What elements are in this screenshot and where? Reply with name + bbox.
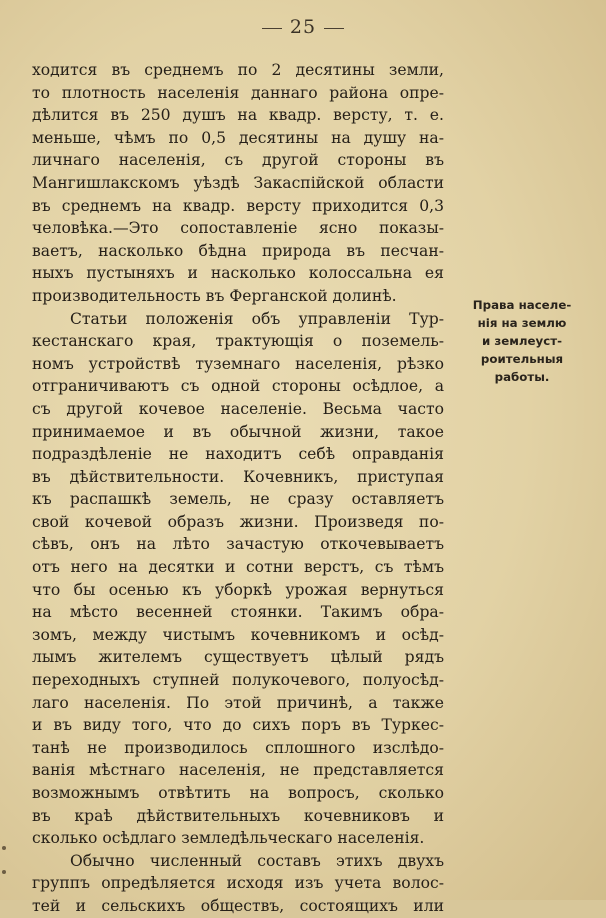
text-line: личнаго населенія, съ другой стороны въ <box>32 151 444 170</box>
text-line: танѣ не производилось сплошного изслѣдо- <box>32 738 444 757</box>
text-line: номъ устройствѣ туземнаго населенія, рѣзко <box>32 354 444 373</box>
text-line: возможнымъ отвѣтить на вопросъ, сколько <box>32 784 444 802</box>
text-line: и въ виду того, что до сихъ поръ въ Туркес- <box>32 716 444 735</box>
binding-hole-mark <box>2 846 6 850</box>
page-number <box>0 16 606 38</box>
text-line: зомъ, между чистымъ кочевникомъ и осѣд- <box>32 625 444 644</box>
text-line: ходится въ среднемъ по 2 десятины земли, <box>32 61 444 79</box>
text-line: ванія мѣстнаго населенія, не представляется <box>32 761 444 780</box>
left-dash <box>262 28 282 29</box>
text-line: сколько осѣдлаго земледѣльческаго населенія. <box>32 829 425 848</box>
text-line: группъ опредѣляется исходя изъ учета волос- <box>32 874 444 893</box>
page-number-text: 25 <box>289 16 317 38</box>
text-line: переходныхъ ступней полукочевого, полуосѣд- <box>32 671 444 690</box>
text-line: съ другой кочевое населеніе. Весьма часто <box>32 399 444 418</box>
text-line: кестанскаго края, трактующія о поземель- <box>32 332 444 351</box>
text-line: лымъ жителемъ существуетъ цѣлый рядъ <box>32 648 444 667</box>
text-line: свой кочевой образъ жизни. Произведя по- <box>32 512 444 531</box>
text-line: на мѣсто весенней стоянки. Такимъ обра- <box>32 603 444 622</box>
margin-note-line: нія на землю <box>477 316 567 330</box>
text-line: человѣка.—Это сопоставленіе ясно показы- <box>32 219 444 238</box>
paragraph-start-line: Статьи положенія объ управленіи Тур- <box>70 309 444 328</box>
text-line: въ краѣ дѣйствительныхъ кочевниковъ и <box>32 806 444 825</box>
text-line: лаго населенія. По этой причинѣ, а также <box>32 693 444 712</box>
margin-note-line: Права населе- <box>472 298 572 312</box>
margin-note-line: и землеуст- <box>482 334 562 348</box>
margin-note-line: работы. <box>494 370 550 384</box>
text-line: отграничиваютъ съ одной стороны осѣдлое, а <box>32 377 444 396</box>
text-line: сѣвъ, онъ на лѣто зачастую откочевываетъ <box>32 535 444 554</box>
text-line: что бы осенью къ уборкѣ урожая вернуться <box>32 580 444 599</box>
text-line: меньше, чѣмъ по 0,5 десятины на душу на- <box>32 128 444 147</box>
text-line: въ дѣйствительности. Кочевникъ, приступая <box>32 467 444 486</box>
text-line: то плотность населенія даннаго района опре- <box>32 83 444 102</box>
text-line: принимаемое и въ обычной жизни, такое <box>32 422 444 441</box>
body-text <box>32 59 444 918</box>
text-line: къ распашкѣ земель, не сразу оставляетъ <box>32 490 444 509</box>
text-line: производительность въ Ферганской долинѣ. <box>32 286 397 305</box>
text-line: ваетъ, насколько бѣдна природа въ песчан- <box>32 241 444 260</box>
text-line: тей и сельскихъ обществъ, состоящихъ или <box>32 896 444 915</box>
paragraph-start-line: Обычно численный составъ этихъ двухъ <box>70 851 444 870</box>
margin-note <box>462 296 582 386</box>
text-line: отъ него на десятки и сотни верстъ, съ тѣмъ <box>32 558 444 577</box>
text-line: ныхъ пустыняхъ и насколько колоссальна ея <box>32 264 444 283</box>
binding-hole-mark <box>2 870 6 874</box>
text-line: въ среднемъ на квадр. версту приходится 0,3 <box>32 196 444 215</box>
text-line: Мангишлакскомъ уѣздѣ Закаспійской области <box>32 173 444 192</box>
margin-note-line: роительныя <box>480 352 564 366</box>
right-dash <box>324 28 344 29</box>
text-line: дѣлится въ 250 душъ на квадр. версту, т. е. <box>32 106 444 125</box>
text-line: подраздѣленіе не находитъ себѣ оправданія <box>32 445 444 464</box>
